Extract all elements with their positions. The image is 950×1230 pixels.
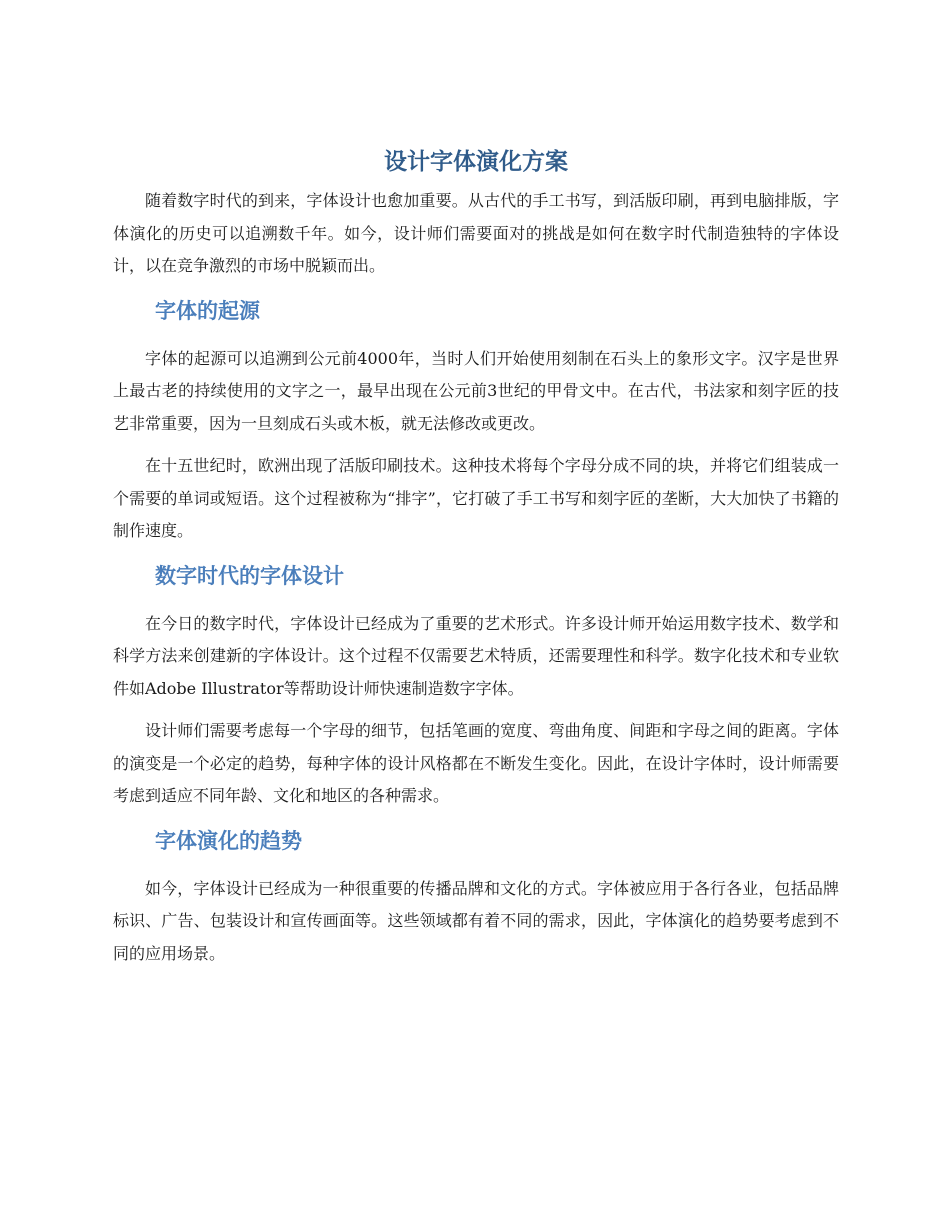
document-title: 设计字体演化方案 — [384, 149, 568, 175]
section-heading-trends: 字体演化的趋势 — [155, 828, 302, 853]
digital-era-paragraph-2: 设计师们需要考虑每一个字母的细节，包括笔画的宽度、弯曲角度、间距和字母之间的距离。字体的演变是一个必定的趋势，每种字体的设计风格都在不断发生变化。因此，在设计字体时，设计师需要考虑到适应不同年龄、文化和地区的各种需求。 — [113, 721, 839, 805]
section-heading-digital-era: 数字时代的字体设计 — [155, 563, 344, 588]
origin-paragraph-2: 在十五世纪时，欧洲出现了活版印刷技术。这种技术将每个字母分成不同的块，并将它们组装成一个需要的单词或短语。这个过程被称为“排字”，它打破了手工书写和刻字匠的垄断，大大加快了书籍的制作速度。 — [113, 456, 839, 540]
section-heading-origin: 字体的起源 — [155, 298, 260, 323]
origin-paragraph-1: 字体的起源可以追溯到公元前4000年，当时人们开始使用刻制在石头上的象形文字。汉字是世界上最古老的持续使用的文字之一，最早出现在公元前3世纪的甲骨文中。在古代，书法家和刻字匠的技艺非常重要，因为一旦刻成石头或木板，就无法修改或更改。 — [113, 348, 839, 433]
document-page — [113, 145, 839, 980]
trends-paragraph-1: 如今，字体设计已经成为一种很重要的传播品牌和文化的方式。字体被应用于各行各业，包括品牌标识、广告、包装设计和宣传画面等。这些领域都有着不同的需求，因此，字体演化的趋势要考虑到不同的应用场景。 — [113, 878, 839, 963]
digital-era-paragraph-1: 在今日的数字时代，字体设计已经成为了重要的艺术形式。许多设计师开始运用数字技术、数学和科学方法来创建新的字体设计。这个过程不仅需要艺术特质，还需要理性和科学。数字化技术和专业软件如Adobe Illustrator等帮助设计师快速制造数字字体。 — [113, 613, 839, 698]
intro-paragraph: 随着数字时代的到来，字体设计也愈加重要。从古代的手工书写，到活版印刷，再到电脑排版，字体演化的历史可以追溯数千年。如今，设计师们需要面对的挑战是如何在数字时代制造独特的字体设计，以在竞争激烈的市场中脱颖而出。 — [113, 191, 839, 275]
